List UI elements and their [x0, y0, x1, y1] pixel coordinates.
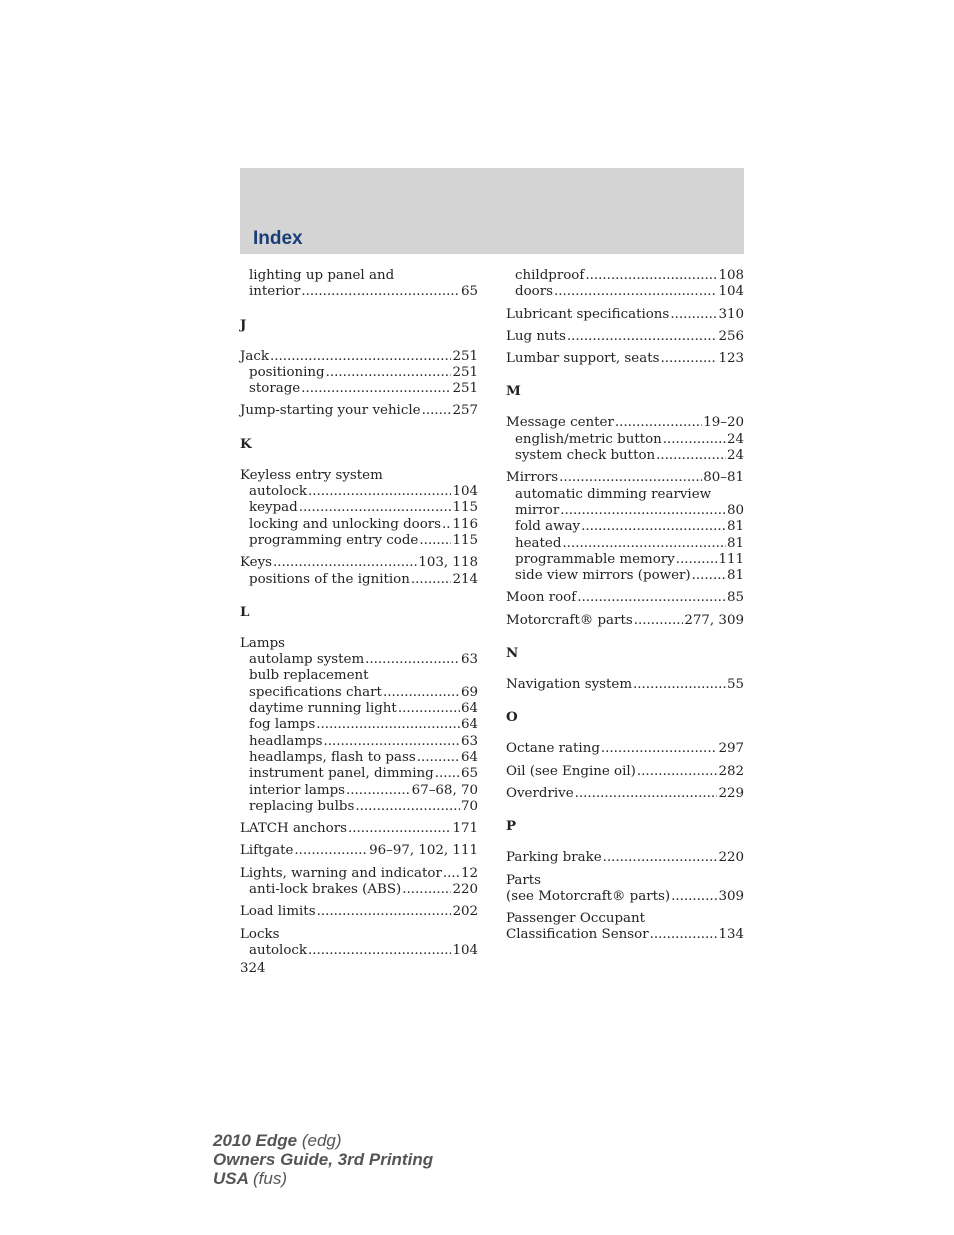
- document-footer: [213, 1131, 433, 1188]
- dot-leader: [355, 799, 460, 815]
- index-entry-term: autolamp system: [249, 652, 365, 668]
- index-entry-term: (see Motorcraft® parts): [506, 888, 671, 904]
- dot-leader: [273, 555, 417, 571]
- dot-leader: [559, 470, 702, 486]
- index-entry: [240, 783, 478, 799]
- index-entry-page: 309: [718, 888, 744, 904]
- index-entry: [506, 432, 744, 448]
- index-entry-page: 69: [460, 684, 478, 700]
- dot-leader: [324, 734, 460, 750]
- dot-leader: [417, 750, 460, 766]
- index-entry-page: 251: [452, 348, 478, 364]
- index-entry: [240, 381, 478, 397]
- index-entry-term: childproof: [515, 268, 585, 283]
- index-letter-heading: P: [506, 818, 517, 835]
- index-entry-page: 104: [452, 484, 478, 500]
- dot-leader: [317, 904, 452, 920]
- index-entry: [240, 734, 478, 750]
- index-entry: [506, 503, 744, 519]
- dot-leader: [435, 766, 460, 782]
- dot-leader: [634, 613, 684, 629]
- index-entry: [240, 685, 478, 701]
- index-entry: [240, 799, 478, 815]
- index-entry-page: 63: [460, 652, 478, 668]
- index-entry-page: 116: [452, 516, 478, 532]
- index-entry-term: side view mirrors (power): [515, 568, 691, 584]
- index-entry-page: 123: [718, 351, 744, 367]
- index-entry-page: 220: [452, 882, 478, 898]
- dot-leader: [348, 821, 451, 837]
- index-entry-line: Parts: [506, 872, 542, 888]
- index-entry-term: keypad: [249, 500, 298, 516]
- index-header-band: [240, 168, 744, 254]
- index-entry-page: 104: [718, 284, 744, 300]
- index-entry: [506, 536, 744, 552]
- index-entry-page: 64: [460, 701, 478, 717]
- index-entry: [240, 717, 478, 733]
- index-entry-page: 214: [452, 571, 478, 587]
- dot-leader: [660, 351, 717, 367]
- index-entry: [240, 365, 478, 381]
- dot-leader: [308, 484, 451, 500]
- index-entry-page: 229: [718, 785, 744, 801]
- dot-leader: [301, 284, 460, 300]
- index-entry-page: 64: [460, 717, 478, 733]
- index-entry-term: interior lamps: [249, 782, 346, 798]
- index-entry-term: programmable memory: [515, 551, 675, 567]
- index-letter-heading: J: [240, 316, 247, 333]
- index-entry-page: 67–68, 70: [411, 782, 478, 798]
- index-entry: [240, 349, 478, 365]
- index-entry: [240, 904, 478, 920]
- dot-leader: [365, 652, 460, 668]
- index-letter-heading: K: [240, 435, 252, 452]
- index-entry: [240, 500, 478, 516]
- dot-leader: [442, 517, 451, 533]
- index-entry-term: Mirrors: [506, 470, 559, 486]
- index-entry-page: 12: [460, 865, 478, 881]
- index-entry: [240, 517, 478, 533]
- index-entry: [506, 268, 744, 284]
- index-entry-term: english/metric button: [515, 431, 662, 447]
- index-entry-page: 277, 309: [684, 612, 744, 628]
- index-entry-page: 251: [452, 381, 478, 397]
- dot-leader: [637, 764, 718, 780]
- index-entry: [506, 519, 744, 535]
- index-entry: [506, 329, 744, 345]
- index-entry: [240, 555, 478, 571]
- index-entry: [506, 927, 744, 943]
- index-entry-page: 297: [718, 741, 744, 757]
- index-entry: [506, 552, 744, 568]
- index-entry-term: fold away: [515, 519, 581, 535]
- index-entry-term: Overdrive: [506, 785, 574, 801]
- index-entry: [506, 307, 744, 323]
- dot-leader: [301, 381, 451, 397]
- index-entry-term: replacing bulbs: [249, 798, 355, 814]
- index-entry-page: 24: [726, 431, 744, 447]
- footer-model: 2010 Edge: [213, 1131, 298, 1150]
- index-entry-term: headlamps: [249, 733, 323, 749]
- dot-leader: [603, 850, 718, 866]
- index-entry: [506, 613, 744, 629]
- dot-leader: [270, 349, 451, 365]
- index-entry-line: Lamps: [240, 635, 286, 651]
- index-entry-term: headlamps, flash to pass: [249, 749, 416, 765]
- index-entry-page: 171: [452, 821, 478, 837]
- index-entry: [240, 866, 478, 882]
- index-entry: [240, 766, 478, 782]
- index-entry-term: mirror: [515, 502, 560, 518]
- dot-leader: [308, 943, 451, 959]
- footer-edition: Owners Guide, 3rd Printing: [213, 1150, 434, 1169]
- index-entry-term: interior: [249, 284, 301, 300]
- index-entry-page: 257: [452, 403, 478, 419]
- index-entry-line: automatic dimming rearview: [515, 486, 712, 502]
- dot-leader: [581, 519, 726, 535]
- index-entry-page: 80: [726, 502, 744, 518]
- footer-market: USA: [213, 1169, 249, 1188]
- index-entry-page: 115: [452, 500, 478, 516]
- dot-leader: [316, 717, 460, 733]
- index-entry: [506, 677, 744, 693]
- index-entry: [506, 741, 744, 757]
- index-entry-term: LATCH anchors: [240, 821, 348, 837]
- index-entry-line: lighting up panel and: [249, 268, 395, 283]
- index-entry-page: 64: [460, 749, 478, 765]
- dot-leader: [567, 329, 718, 345]
- dot-leader: [560, 503, 726, 519]
- index-entry-term: system check button: [515, 448, 656, 464]
- index-letter-heading: M: [506, 383, 521, 400]
- dot-leader: [411, 572, 452, 588]
- dot-leader: [346, 783, 411, 799]
- index-entry-page: 70: [460, 798, 478, 814]
- index-entry-term: Load limits: [240, 904, 316, 920]
- index-entry-term: Liftgate: [240, 843, 294, 859]
- index-entry-page: 19–20: [703, 415, 744, 431]
- index-entry-term: Lumbar support, seats: [506, 351, 660, 367]
- dot-leader: [656, 448, 726, 464]
- index-entry: [240, 652, 478, 668]
- dot-leader: [671, 889, 717, 905]
- index-entry-page: 282: [718, 763, 744, 779]
- index-entry-term: autolock: [249, 484, 308, 500]
- index-letter-heading: N: [506, 645, 519, 662]
- index-entry: [506, 470, 744, 486]
- index-entry-term: autolock: [249, 942, 308, 958]
- index-entry-term: programming entry code: [249, 532, 419, 548]
- index-entry-page: 111: [718, 551, 744, 567]
- index-entry-page: 24: [726, 448, 744, 464]
- index-entry-term: positions of the ignition: [249, 571, 410, 587]
- dot-leader: [692, 568, 726, 584]
- index-entry-term: instrument panel, dimming: [249, 766, 434, 782]
- index-entry: [506, 351, 744, 367]
- index-entry: [506, 850, 744, 866]
- dot-leader: [402, 882, 451, 898]
- dot-leader: [670, 307, 717, 323]
- index-entry: [240, 403, 478, 419]
- index-entry-page: 103, 118: [418, 555, 478, 571]
- index-entry-term: Classification Sensor: [506, 927, 649, 943]
- index-entry-term: locking and unlocking doors: [249, 516, 442, 532]
- index-entry-term: Lights, warning and indicator: [240, 865, 442, 881]
- dot-leader: [562, 536, 726, 552]
- index-entry-page: 81: [726, 568, 744, 584]
- index-entry-term: fog lamps: [249, 717, 316, 733]
- index-entry-term: Jump-starting your vehicle: [240, 403, 421, 419]
- index-column-right: [506, 268, 744, 944]
- index-column-left: [240, 268, 478, 959]
- dot-leader: [443, 866, 460, 882]
- index-entry-page: 115: [452, 532, 478, 548]
- index-entry: [506, 764, 744, 780]
- index-entry-line: Passenger Occupant: [506, 911, 645, 927]
- index-entry-term: Lubricant specifications: [506, 306, 670, 322]
- index-entry-term: Moon roof: [506, 590, 577, 606]
- index-entry-term: specifications chart: [249, 684, 382, 700]
- index-entry-term: Keys: [240, 555, 273, 571]
- dot-leader: [577, 590, 726, 606]
- index-entry-term: Lug nuts: [506, 328, 566, 344]
- index-entry-page: 65: [460, 766, 478, 782]
- index-entry-term: positioning: [249, 364, 325, 380]
- dot-leader: [676, 552, 718, 568]
- index-entry: [240, 750, 478, 766]
- dot-leader: [633, 677, 726, 693]
- index-entry: [240, 484, 478, 500]
- index-entry-line: Keyless entry system: [240, 467, 383, 483]
- dot-leader: [294, 843, 368, 859]
- index-entry: [506, 568, 744, 584]
- dot-leader: [422, 403, 452, 419]
- index-entry-term: heated: [515, 535, 562, 551]
- index-entry-term: Message center: [506, 415, 614, 431]
- dot-leader: [398, 701, 460, 717]
- index-entry: [240, 943, 478, 959]
- index-entry: [240, 701, 478, 717]
- index-entry-page: 65: [460, 284, 478, 300]
- dot-leader: [650, 927, 718, 943]
- index-entry-term: daytime running light: [249, 701, 397, 717]
- index-entry-term: Navigation system: [506, 677, 633, 693]
- index-entry-term: Parking brake: [506, 850, 602, 866]
- index-entry-page: 96–97, 102, 111: [369, 843, 478, 859]
- index-entry-page: 251: [452, 364, 478, 380]
- dot-leader: [554, 284, 717, 300]
- index-entry: [240, 533, 478, 549]
- index-entry-term: doors: [515, 284, 553, 300]
- index-entry-page: 220: [718, 850, 744, 866]
- dot-leader: [419, 533, 451, 549]
- index-entry-page: 55: [726, 677, 744, 693]
- index-entry-page: 85: [726, 590, 744, 606]
- index-entry-page: 81: [726, 535, 744, 551]
- index-letter-heading: O: [506, 709, 518, 726]
- index-entry: [240, 572, 478, 588]
- index-entry-page: 202: [452, 904, 478, 920]
- index-entry-term: Oil (see Engine oil): [506, 763, 636, 779]
- index-letter-heading: L: [240, 603, 250, 620]
- index-entry-line: Locks: [240, 926, 280, 942]
- index-entry-line: bulb replacement: [249, 668, 369, 684]
- index-entry: [240, 821, 478, 837]
- dot-leader: [326, 365, 452, 381]
- index-entry-term: anti-lock brakes (ABS): [249, 882, 402, 898]
- index-entry: [506, 889, 744, 905]
- page-title: Index: [253, 228, 303, 249]
- dot-leader: [601, 741, 718, 757]
- index-entry: [506, 590, 744, 606]
- dot-leader: [383, 685, 460, 701]
- index-entry-term: Octane rating: [506, 741, 600, 757]
- index-entry-page: 63: [460, 733, 478, 749]
- index-entry-page: 108: [718, 268, 744, 283]
- index-entry-page: 256: [718, 328, 744, 344]
- dot-leader: [585, 268, 717, 284]
- dot-leader: [299, 500, 452, 516]
- index-entry: [506, 786, 744, 802]
- index-entry: [506, 415, 744, 431]
- dot-leader: [663, 432, 726, 448]
- footer-market-code: (fus): [253, 1169, 287, 1188]
- index-entry-page: 81: [726, 519, 744, 535]
- index-entry-term: storage: [249, 381, 301, 397]
- index-entry: [240, 882, 478, 898]
- index-entry-page: 104: [452, 942, 478, 958]
- index-entry: [506, 448, 744, 464]
- footer-model-code: (edg): [301, 1131, 342, 1150]
- dot-leader: [615, 415, 702, 431]
- index-entry-term: Motorcraft® parts: [506, 612, 633, 628]
- index-entry-page: 310: [718, 306, 744, 322]
- index-entry: [240, 284, 478, 300]
- index-entry: [506, 284, 744, 300]
- index-entry-page: 134: [718, 927, 744, 943]
- index-entry-page: 80–81: [703, 470, 744, 486]
- index-entry-term: Jack: [240, 348, 269, 364]
- index-entry: [240, 843, 478, 859]
- dot-leader: [575, 786, 718, 802]
- page-number: 324: [240, 961, 266, 976]
